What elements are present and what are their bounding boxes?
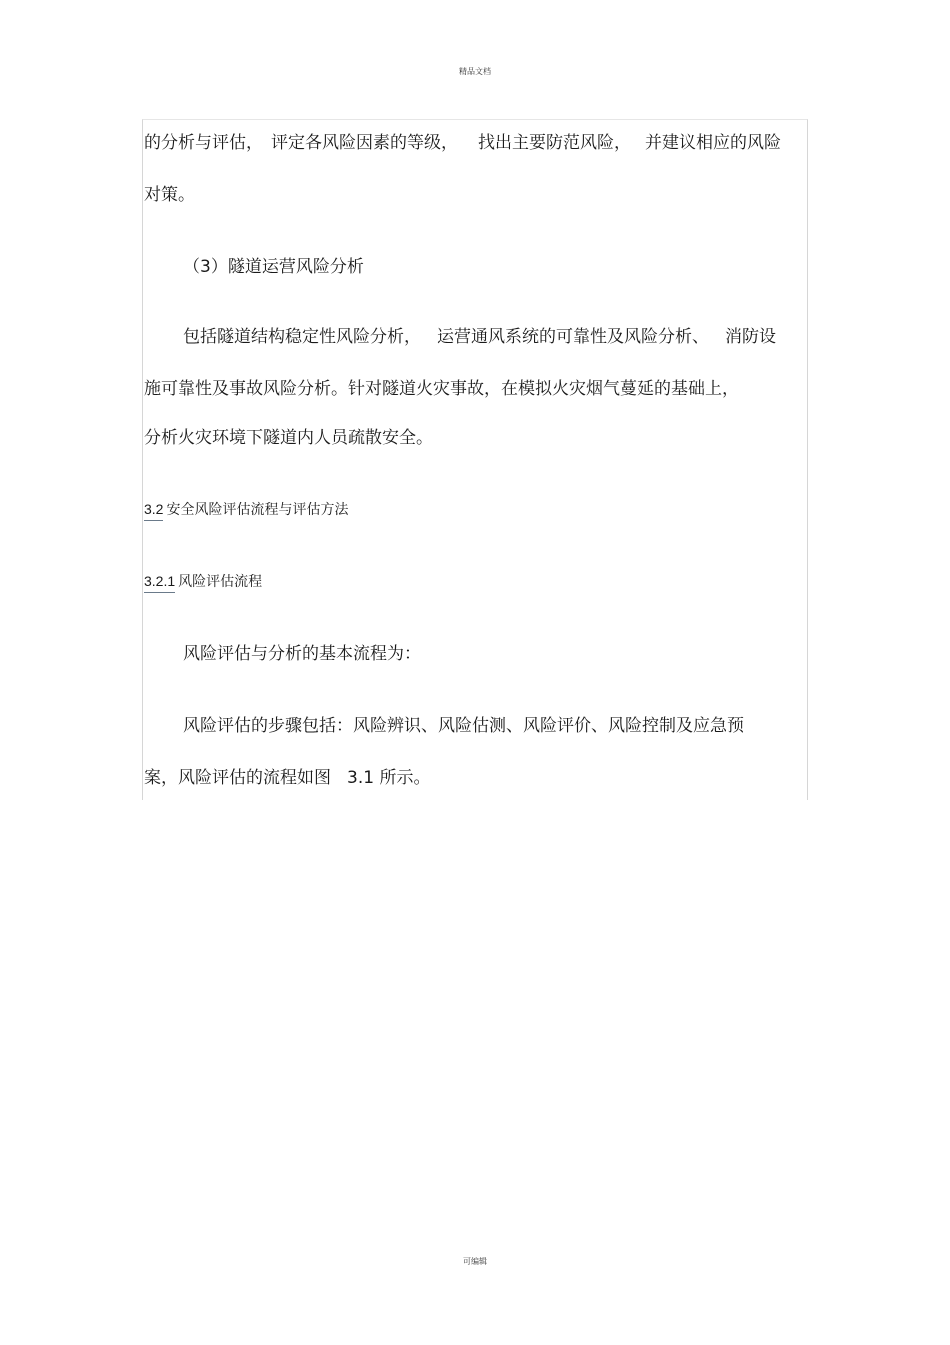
- paragraph-1-line-2: 对策。: [144, 185, 195, 205]
- text-segment: 消防设: [725, 327, 776, 347]
- paragraph-2-line-2: 施可靠性及事故风险分析。针对隧道火灾事故，在模拟火灾烟气蔓延的基础上，: [144, 379, 739, 399]
- page-header: 精品文档: [459, 67, 491, 76]
- text-segment: 并建议相应的风险: [645, 133, 781, 153]
- text-segment: 的分析与评估，: [144, 133, 263, 153]
- page-footer: 可编辑: [463, 1257, 487, 1266]
- paragraph-4-line-1: 风险评估的步骤包括：风险辨识、风险估测、风险评价、风险控制及应急预: [183, 716, 744, 736]
- section-heading-3-2-1: [144, 571, 262, 593]
- paragraph-2-line-1: [183, 326, 776, 348]
- list-item-3: （3）隧道运营风险分析: [183, 257, 364, 277]
- section-title: 安全风险评估流程与评估方法: [166, 502, 349, 518]
- section-number: 3.2.1: [144, 571, 175, 593]
- paragraph-1-line-1: [144, 132, 781, 154]
- paragraph-3: 风险评估与分析的基本流程为：: [183, 644, 421, 664]
- text-segment: 找出主要防范风险，: [478, 133, 631, 153]
- text-segment: 评定各风险因素的等级，: [271, 133, 458, 153]
- section-number: 3.2: [144, 499, 163, 521]
- section-heading-3-2: [144, 499, 348, 521]
- text-segment: 包括隧道结构稳定性风险分析，: [183, 327, 421, 347]
- text-segment: 3.1 所示。: [347, 768, 431, 788]
- section-title: 风险评估流程: [178, 574, 263, 590]
- content-frame: [142, 119, 808, 800]
- paragraph-4-line-2: [144, 767, 430, 789]
- paragraph-2-line-3: 分析火灾环境下隧道内人员疏散安全。: [144, 428, 433, 448]
- text-segment: 运营通风系统的可靠性及风险分析、: [437, 327, 709, 347]
- text-segment: 案，风险评估的流程如图: [144, 768, 331, 788]
